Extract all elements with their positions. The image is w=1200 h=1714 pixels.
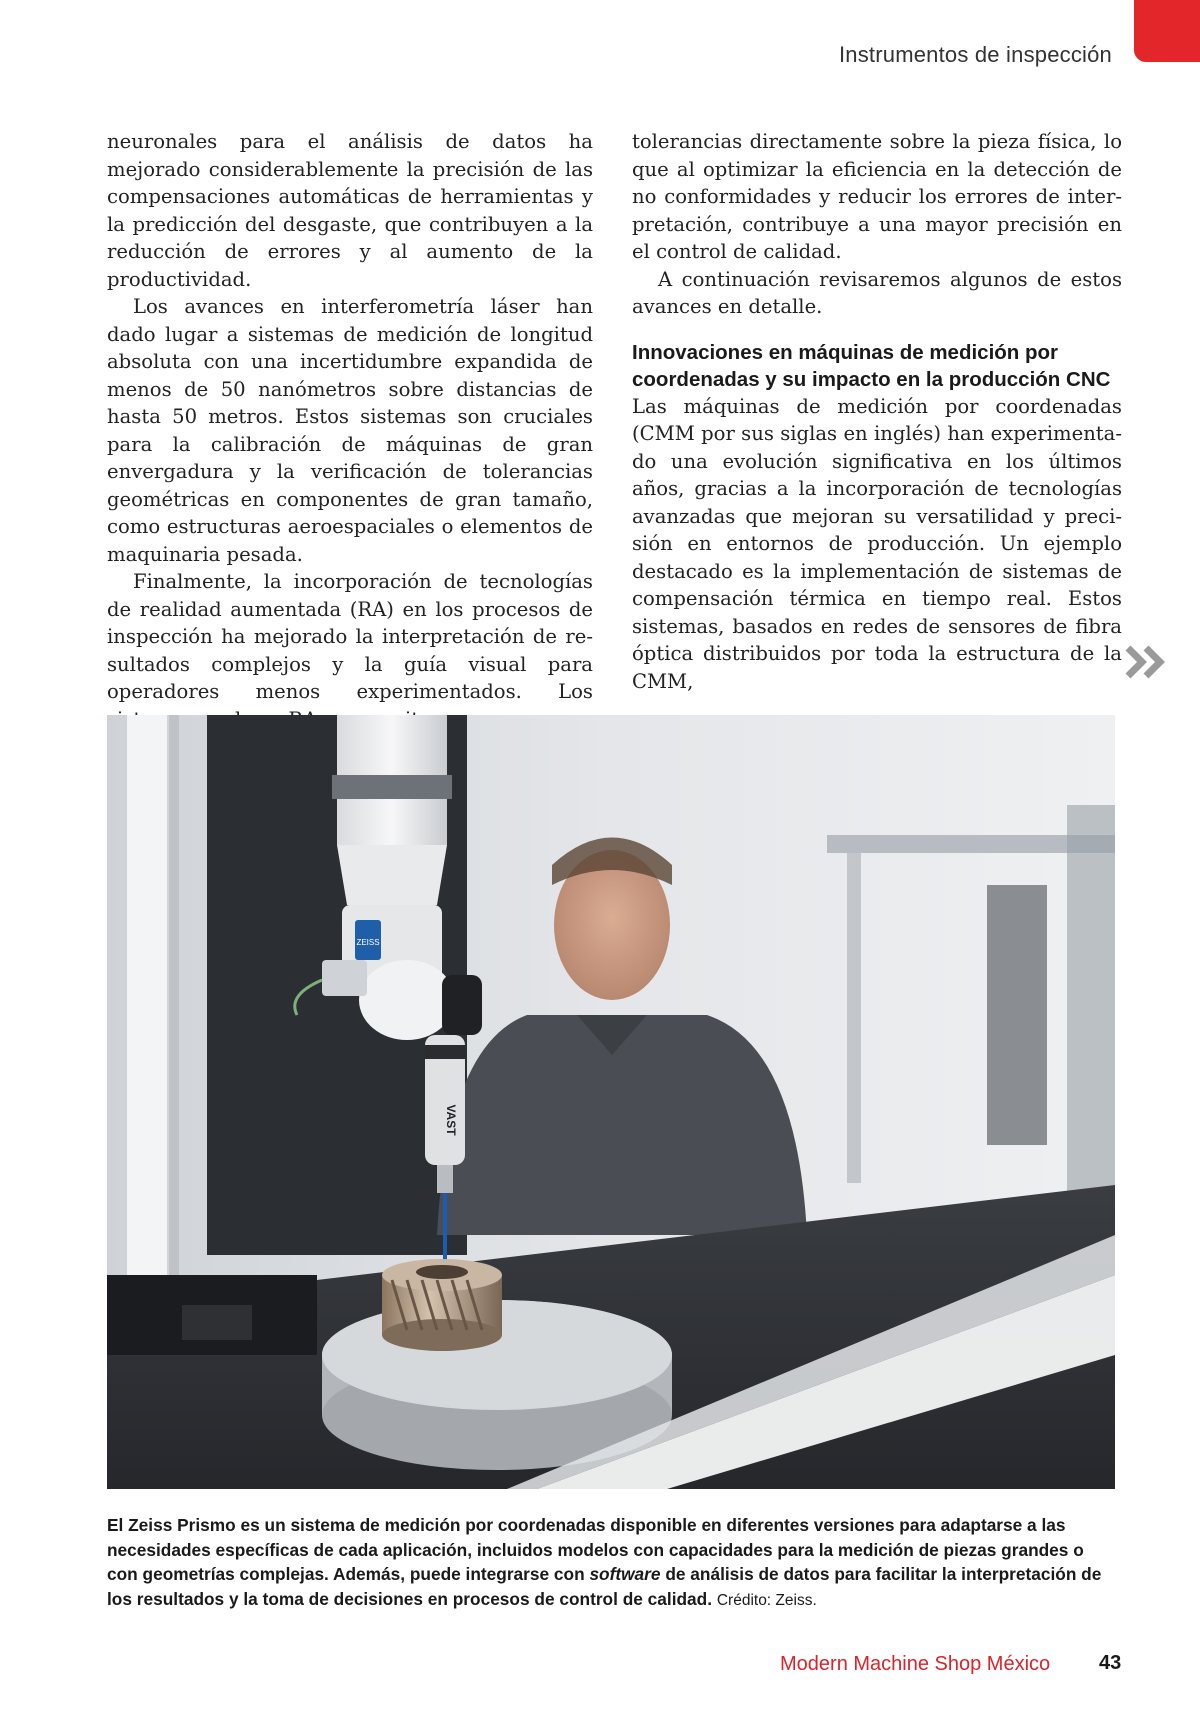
left-paragraph-3: Finalmente, la incorporación de tecnologías de realidad aumentada (RA) en los procesos de inspección ha mejorado la interpretación de resultados complejos y la guía visual para operadores menos experimentados. Los — [107, 570, 593, 703]
photo-credit: Crédito: Zeiss. — [716, 1591, 817, 1609]
caption-text-end: de análisis de datos para facilitar la interpretación de los resultados y la toma de decisiones en procesos de control de calidad. — [107, 1564, 1102, 1609]
right-paragraph-1: tolerancias directamente sobre la pieza física, lo que al optimizar la eficiencia en la detección de no conformidades y reducir los errores de interpretación, contribuye a una mayor precisión en el control de calidad. — [632, 130, 1122, 263]
right-paragraph-3: Las máquinas de medición por coordenadas (CMM por sus siglas en inglés) han experimentado una evolución significativa en los últimos años, gracias a la incorporación de tecnologías avanzadas que mejoran su versatilidad y precisión en entornos de producción. Un ejemplo destacado es la implementación de sistemas de compensación térmica en tiempo real. Estos sistemas, basados en redes de sensores de fibra óptica distribuidos por toda la estructura de la CMM, — [632, 394, 1122, 693]
right-column — [632, 128, 1122, 695]
left-column — [107, 128, 593, 761]
double-chevron-right-icon — [1124, 644, 1168, 680]
photo-caption — [107, 1513, 1117, 1613]
caption-italic: software — [589, 1564, 661, 1584]
probe-brand-label: ZEISS — [356, 938, 380, 947]
page-number: 43 — [1099, 1652, 1122, 1674]
left-paragraph-2: Los avances en interferometría láser han dado lugar a sistemas de medición de longitud absoluta con una incertidumbre expandida de menos de 50 nanómetros sobre distancias de hasta 50 metros. Estos sistemas son cruciales para la calibración de máquinas de gran envergadura y la verificación de tolerancias geométricas en componentes de gran tamaño, como estructuras aeroespaciales o elementos de maquinaria pesada. — [107, 295, 593, 566]
probe-model-label: VAST — [444, 1104, 458, 1136]
cmm-photo — [107, 715, 1115, 1489]
caption-text: El Zeiss Prismo es un sistema de medición por coordenadas disponible en diferentes versiones para adaptarse a las necesidades específicas de cada aplicación, incluidos modelos con capacidades para la medición de piezas grandes o con geometrías complejas. Además, puede integrarse con — [107, 1515, 1084, 1584]
section-tab — [1134, 0, 1200, 62]
publication-name: Modern Machine Shop México — [780, 1653, 1051, 1675]
right-paragraph-2: A continuación revisaremos algunos de estos avances en detalle. — [632, 267, 1122, 318]
section-subheading: Innovaciones en máquinas de medición por coordenadas y su impacto en la producción CNC — [632, 340, 1111, 391]
left-paragraph-1: neuronales para el análisis de datos ha mejorado considerablemente la precisión de las compensaciones automáticas de herramientas y la predicción del desgaste, que contribuyen a la reducción de errores y al aumento de la productividad. — [107, 130, 593, 291]
section-label: Instrumentos de inspección — [838, 42, 1112, 67]
